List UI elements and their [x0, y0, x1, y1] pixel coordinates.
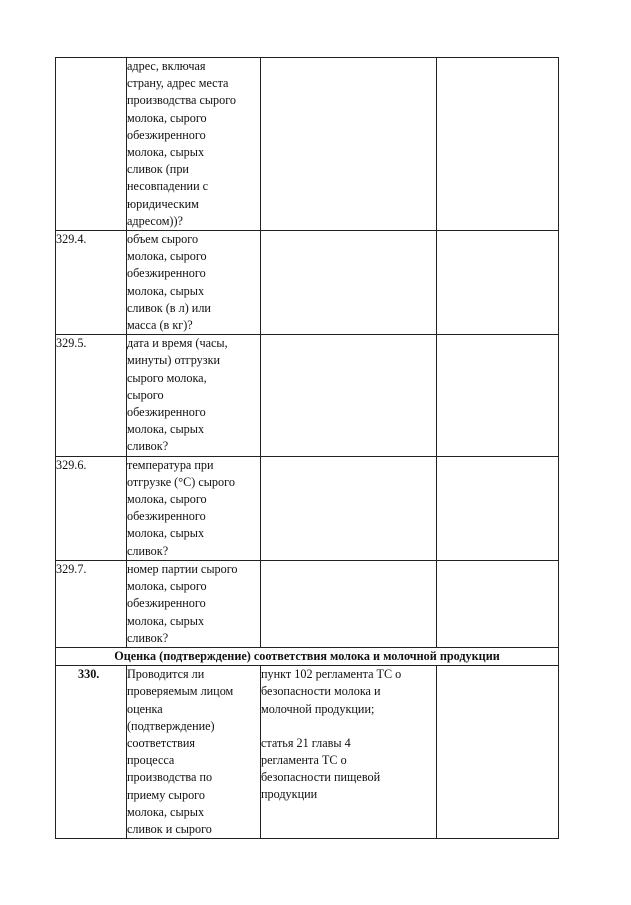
checklist-table — [55, 57, 559, 839]
reference-line: регламента ТС о — [261, 752, 347, 767]
question-line: сливок? — [127, 630, 169, 645]
question-line: сливок? — [127, 439, 169, 454]
item-number — [56, 58, 127, 231]
question-line: производства по — [127, 770, 213, 785]
question-line: несовпадении с — [127, 179, 209, 194]
spacer — [261, 718, 436, 735]
reference-line: продукции — [261, 787, 318, 802]
reference-cell — [261, 231, 437, 335]
section-header-row — [56, 647, 559, 665]
item-number: 329.7. — [56, 560, 127, 647]
question-line: молока, сырых — [127, 283, 205, 298]
reference-cell — [261, 58, 437, 231]
answer-cell — [437, 58, 559, 231]
question-cell — [127, 456, 261, 560]
question-line: молока, сырых — [127, 526, 205, 541]
reference-cell — [261, 666, 437, 839]
question-line: обезжиренного — [127, 509, 206, 524]
question-line: молока, сырых — [127, 804, 205, 819]
question-cell — [127, 231, 261, 335]
question-line: молока, сырых — [127, 422, 205, 437]
question-line: объем сырого — [127, 232, 199, 247]
question-line: сливок и сырого — [127, 821, 212, 836]
question-cell — [127, 335, 261, 456]
reference-line: статья 21 главы 4 — [261, 735, 351, 750]
question-cell — [127, 666, 261, 839]
table-row — [56, 58, 559, 231]
question-line: отгрузке (°С) сырого — [127, 474, 235, 489]
reference-line: пункт 102 регламента ТС о — [261, 667, 402, 682]
item-number: 329.5. — [56, 335, 127, 456]
question-line: проверяемым лицом — [127, 684, 234, 699]
question-line: молока, сырого — [127, 492, 207, 507]
table-row — [56, 231, 559, 335]
reference-line: безопасности пищевой — [261, 770, 381, 785]
question-line: сливок (при — [127, 162, 189, 177]
reference-cell — [261, 456, 437, 560]
answer-cell — [437, 560, 559, 647]
question-line: приему сырого — [127, 787, 205, 802]
question-cell — [127, 58, 261, 231]
question-line: производства сырого — [127, 93, 237, 108]
question-line: температура при — [127, 457, 214, 472]
item-number: 330. — [56, 666, 127, 839]
question-line: молока, сырого — [127, 249, 207, 264]
question-line: сырого — [127, 387, 164, 402]
item-number: 329.4. — [56, 231, 127, 335]
question-line: процесса — [127, 753, 175, 768]
question-line: сырого молока, — [127, 370, 207, 385]
question-line: обезжиренного — [127, 405, 206, 420]
reference-cell — [261, 335, 437, 456]
reference-line: молочной продукции; — [261, 701, 375, 716]
question-line: молока, сырого — [127, 110, 207, 125]
answer-cell — [437, 335, 559, 456]
question-line: сливок (в л) или — [127, 300, 211, 315]
item-number: 329.6. — [56, 456, 127, 560]
question-line: обезжиренного — [127, 266, 206, 281]
question-line: масса (в кг)? — [127, 318, 193, 333]
question-line: адресом))? — [127, 213, 183, 228]
question-line: обезжиренного — [127, 596, 206, 611]
section-title: Оценка (подтверждение) соответствия молока и молочной продукции — [56, 647, 559, 665]
question-line: страну, адрес места — [127, 76, 229, 91]
question-line: дата и время (часы, — [127, 336, 228, 351]
question-line: Проводится ли — [127, 667, 205, 682]
question-line: оценка — [127, 701, 163, 716]
question-line: минуты) отгрузки — [127, 353, 221, 368]
question-line: сливок? — [127, 543, 169, 558]
question-line: адрес, включая — [127, 59, 206, 73]
table-row — [56, 335, 559, 456]
question-line: обезжиренного — [127, 127, 206, 142]
question-cell — [127, 560, 261, 647]
table-row — [56, 666, 559, 839]
question-line: номер партии сырого — [127, 561, 238, 576]
question-line: соответствия — [127, 735, 195, 750]
question-line: молока, сырых — [127, 145, 205, 160]
table-row — [56, 560, 559, 647]
answer-cell — [437, 666, 559, 839]
answer-cell — [437, 231, 559, 335]
reference-cell — [261, 560, 437, 647]
question-line: (подтверждение) — [127, 718, 215, 733]
question-line: молока, сырых — [127, 613, 205, 628]
question-line: юридическим — [127, 196, 199, 211]
answer-cell — [437, 456, 559, 560]
question-line: молока, сырого — [127, 579, 207, 594]
reference-line: безопасности молока и — [261, 684, 381, 699]
table-row — [56, 456, 559, 560]
